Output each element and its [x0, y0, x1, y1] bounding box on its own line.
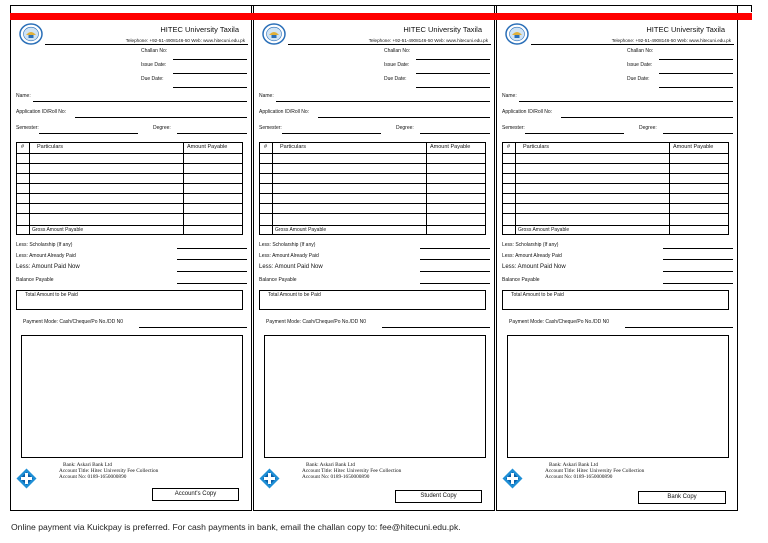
total-amount-box[interactable]	[16, 290, 243, 310]
particulars-table	[16, 142, 243, 235]
total-amount-label: Total Amount to be Paid	[268, 292, 321, 298]
table-column-divider	[272, 143, 273, 234]
issue-date-label: Issue Date:	[627, 62, 653, 68]
copy-label: Account's Copy	[174, 491, 217, 497]
challan-no-field[interactable]	[659, 59, 733, 60]
gross-amount-label: Gross Amount Payable	[32, 227, 84, 233]
col-hash-header: #	[264, 144, 268, 150]
bank-details	[302, 462, 401, 480]
payment-mode-label: Payment Mode: Cash/Cheque/Po No./DD N0	[23, 319, 124, 325]
balance-label: Balance Payable	[259, 277, 297, 283]
challan-no-field[interactable]	[173, 59, 247, 60]
already-paid-field[interactable]	[177, 259, 247, 260]
application-id-label: Application ID/Roll No:	[16, 109, 67, 115]
scholarship-label: Less: Scholarship (If any)	[259, 242, 316, 248]
table-row	[260, 163, 485, 164]
degree-field[interactable]	[177, 133, 247, 134]
due-date-field[interactable]	[659, 87, 733, 88]
semester-field[interactable]	[39, 133, 138, 134]
name-field[interactable]	[33, 101, 247, 102]
paid-now-field[interactable]	[177, 271, 247, 272]
footer-note: Online payment via Kuickpay is preferred. For cash payments in bank, email the challan copy to: fee@hitecuni.edu.pk.	[11, 522, 461, 532]
scholarship-label: Less: Scholarship (If any)	[16, 242, 73, 248]
particulars-table	[259, 142, 486, 235]
challan-copy-3	[496, 5, 738, 511]
table-row	[503, 163, 728, 164]
col-amount-header: Amount Payable	[187, 144, 228, 150]
col-particulars-header: Particulars	[280, 144, 306, 150]
copy-label-box	[152, 488, 239, 501]
table-row	[17, 225, 242, 226]
bank-details	[545, 462, 644, 480]
fee-challan-sheet	[10, 5, 752, 511]
university-name: HITEC University Taxila	[646, 25, 725, 34]
col-amount-header: Amount Payable	[430, 144, 471, 150]
paid-now-label: Less: Amount Paid Now	[259, 264, 323, 270]
table-row	[260, 153, 485, 154]
degree-label: Degree:	[153, 125, 171, 131]
table-row	[503, 225, 728, 226]
bank-name: Bank: Askari Bank Ltd	[63, 462, 112, 468]
due-date-label: Due Date:	[384, 76, 407, 82]
account-title: Account Title: Hitec University Fee Collection	[59, 468, 159, 474]
stamp-signature-box	[507, 335, 729, 458]
balance-label: Balance Payable	[16, 277, 54, 283]
total-amount-label: Total Amount to be Paid	[511, 292, 564, 298]
copy-label: Student Copy	[420, 493, 457, 499]
challan-no-label: Challan No:	[384, 48, 411, 54]
table-row	[17, 183, 242, 184]
paid-now-field[interactable]	[663, 271, 733, 272]
university-crest-icon	[19, 23, 43, 45]
challan-no-label: Challan No:	[627, 48, 654, 54]
table-row	[260, 173, 485, 174]
gross-amount-label: Gross Amount Payable	[518, 227, 570, 233]
name-field[interactable]	[276, 101, 490, 102]
red-header-bar	[10, 13, 752, 20]
due-date-field[interactable]	[416, 87, 490, 88]
degree-field[interactable]	[420, 133, 490, 134]
already-paid-field[interactable]	[663, 259, 733, 260]
copy-label-box	[638, 491, 726, 504]
table-column-divider	[426, 143, 427, 234]
col-hash-header: #	[507, 144, 511, 150]
table-row	[503, 173, 728, 174]
scholarship-field[interactable]	[663, 248, 733, 249]
askari-bank-icon	[259, 468, 280, 489]
table-row	[260, 193, 485, 194]
semester-field[interactable]	[282, 133, 381, 134]
scholarship-field[interactable]	[177, 248, 247, 249]
account-number: Account No: 0189-1650000890	[302, 474, 370, 480]
table-row	[260, 203, 485, 204]
col-particulars-header: Particulars	[523, 144, 549, 150]
issue-date-label: Issue Date:	[384, 62, 410, 68]
payment-mode-field[interactable]	[139, 327, 247, 328]
header-rule	[288, 44, 491, 45]
scholarship-label: Less: Scholarship (If any)	[502, 242, 559, 248]
account-number: Account No: 0189-1650000890	[59, 474, 127, 480]
copy-label: Bank Copy	[667, 494, 697, 500]
semester-label: Semester:	[502, 125, 525, 131]
table-row	[17, 163, 242, 164]
total-amount-label: Total Amount to be Paid	[25, 292, 78, 298]
gross-amount-label: Gross Amount Payable	[275, 227, 327, 233]
application-id-field[interactable]	[318, 117, 490, 118]
contact-info: Telephone: +92-51-4908146-50 Web: www.hitecuni.edu.pk	[125, 38, 245, 43]
university-crest-icon	[262, 23, 286, 45]
table-row	[260, 225, 485, 226]
paid-now-label: Less: Amount Paid Now	[502, 264, 566, 270]
semester-label: Semester:	[259, 125, 282, 131]
table-row	[503, 183, 728, 184]
semester-field[interactable]	[525, 133, 624, 134]
table-column-divider	[669, 143, 670, 234]
issue-date-label: Issue Date:	[141, 62, 167, 68]
table-row	[503, 193, 728, 194]
university-name: HITEC University Taxila	[403, 25, 482, 34]
header-rule	[531, 44, 734, 45]
challan-copy-1	[10, 5, 252, 511]
challan-no-field[interactable]	[416, 59, 490, 60]
payment-mode-label: Payment Mode: Cash/Cheque/Po No./DD N0	[266, 319, 367, 325]
table-row	[260, 213, 485, 214]
stamp-signature-box	[21, 335, 243, 458]
table-column-divider	[29, 143, 30, 234]
balance-field[interactable]	[663, 283, 733, 284]
challan-no-label: Challan No:	[141, 48, 168, 54]
degree-label: Degree:	[639, 125, 657, 131]
university-name: HITEC University Taxila	[160, 25, 239, 34]
issue-date-field[interactable]	[173, 73, 247, 74]
paid-now-field[interactable]	[420, 271, 490, 272]
payment-mode-field[interactable]	[382, 327, 490, 328]
degree-field[interactable]	[663, 133, 733, 134]
header-rule	[45, 44, 248, 45]
table-row	[503, 153, 728, 154]
table-row	[17, 203, 242, 204]
already-paid-label: Less: Amount Already Paid	[502, 253, 562, 259]
table-row	[503, 213, 728, 214]
application-id-label: Application ID/Roll No:	[259, 109, 310, 115]
stamp-signature-box	[264, 335, 486, 458]
copy-label-box	[395, 490, 482, 503]
already-paid-field[interactable]	[420, 259, 490, 260]
total-amount-box[interactable]	[259, 290, 486, 310]
total-amount-box[interactable]	[502, 290, 729, 310]
col-hash-header: #	[21, 144, 25, 150]
account-title: Account Title: Hitec University Fee Collection	[302, 468, 402, 474]
contact-info: Telephone: +92-51-4908146-50 Web: www.hitecuni.edu.pk	[368, 38, 488, 43]
semester-label: Semester:	[16, 125, 39, 131]
due-date-field[interactable]	[173, 87, 247, 88]
table-column-divider	[183, 143, 184, 234]
application-id-field[interactable]	[561, 117, 733, 118]
application-id-label: Application ID/Roll No:	[502, 109, 553, 115]
application-id-field[interactable]	[75, 117, 247, 118]
already-paid-label: Less: Amount Already Paid	[16, 253, 76, 259]
table-column-divider	[515, 143, 516, 234]
account-number: Account No: 0189-1650000890	[545, 474, 613, 480]
askari-bank-icon	[16, 468, 37, 489]
challan-copy-2	[253, 5, 495, 511]
balance-field[interactable]	[177, 283, 247, 284]
balance-label: Balance Payable	[502, 277, 540, 283]
paid-now-label: Less: Amount Paid Now	[16, 264, 80, 270]
contact-info: Telephone: +92-51-4908146-50 Web: www.hitecuni.edu.pk	[611, 38, 731, 43]
degree-label: Degree:	[396, 125, 414, 131]
payment-mode-label: Payment Mode: Cash/Cheque/Po No./DD N0	[509, 319, 610, 325]
name-label: Name:	[259, 93, 274, 99]
particulars-table	[502, 142, 729, 235]
already-paid-label: Less: Amount Already Paid	[259, 253, 319, 259]
name-label: Name:	[502, 93, 517, 99]
askari-bank-icon	[502, 468, 523, 489]
bank-name: Bank: Askari Bank Ltd	[306, 462, 355, 468]
bank-details	[59, 462, 158, 480]
balance-field[interactable]	[420, 283, 490, 284]
table-row	[503, 203, 728, 204]
name-field[interactable]	[519, 101, 733, 102]
table-row	[260, 183, 485, 184]
university-crest-icon	[505, 23, 529, 45]
account-title: Account Title: Hitec University Fee Collection	[545, 468, 645, 474]
due-date-label: Due Date:	[141, 76, 164, 82]
table-row	[17, 153, 242, 154]
payment-mode-field[interactable]	[625, 327, 733, 328]
due-date-label: Due Date:	[627, 76, 650, 82]
table-row	[17, 173, 242, 174]
issue-date-field[interactable]	[659, 73, 733, 74]
name-label: Name:	[16, 93, 31, 99]
table-row	[17, 213, 242, 214]
col-amount-header: Amount Payable	[673, 144, 714, 150]
scholarship-field[interactable]	[420, 248, 490, 249]
bank-name: Bank: Askari Bank Ltd	[549, 462, 598, 468]
table-row	[17, 193, 242, 194]
col-particulars-header: Particulars	[37, 144, 63, 150]
issue-date-field[interactable]	[416, 73, 490, 74]
